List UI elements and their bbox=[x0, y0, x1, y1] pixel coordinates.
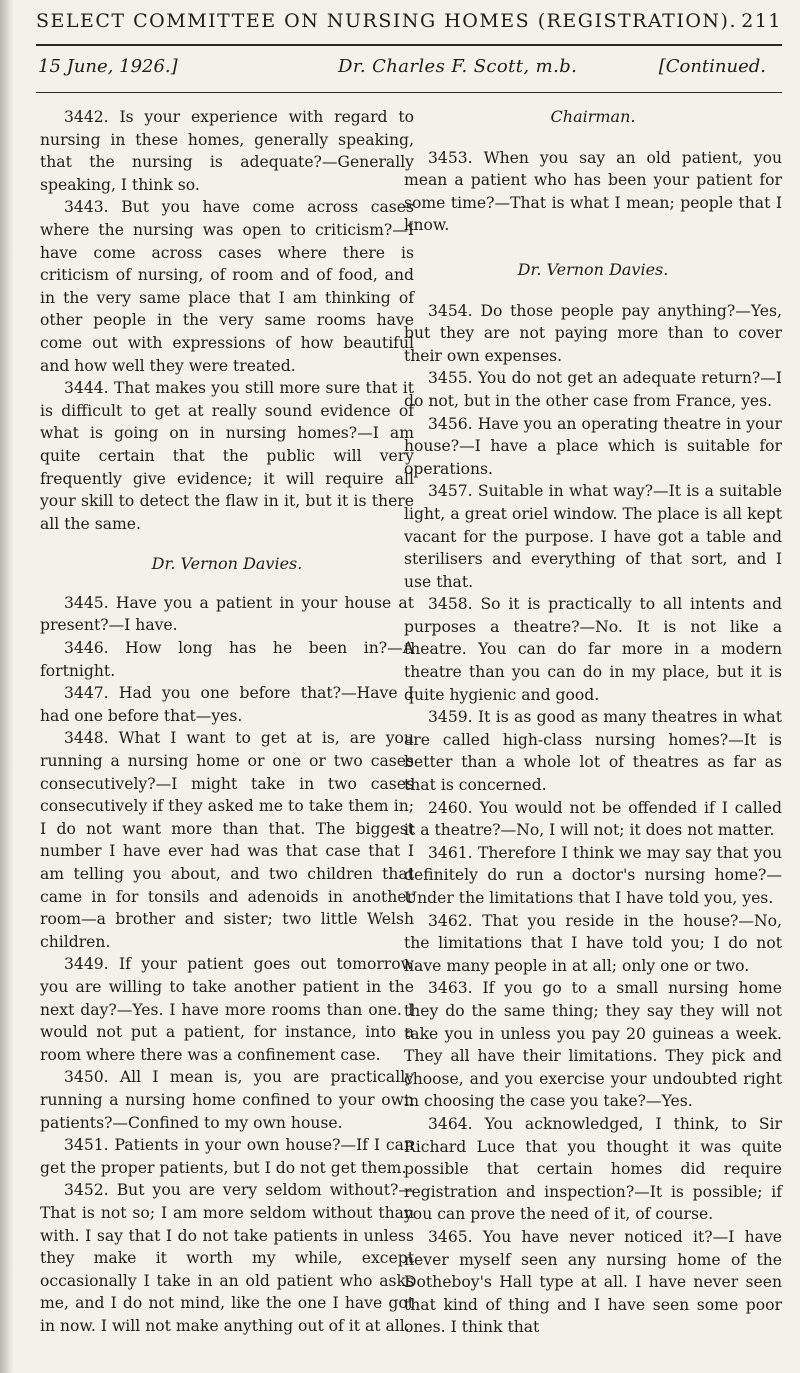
page-number: 211 bbox=[741, 10, 782, 32]
sub-header-rule bbox=[36, 92, 782, 93]
testimony-paragraph: 3456. Have you an operating theatre in your house?—I have a place which is suitable for operations. bbox=[404, 414, 782, 478]
testimony-paragraph: 3459. It is as good as many theatres in what are called high-class nursing homes?—It is better than a whole lot of theatres as far as that is concerned. bbox=[404, 708, 782, 795]
testimony-paragraph: 3463. If you go to a small nursing home they do the same thing; they say they will not take you in unless you pay 20 guineas a week. They all have their limitations. They pick and choose, and you exercise your undoubted right in choosing the case you take?—Yes. bbox=[404, 979, 782, 1111]
testimony-paragraph: 3458. So it is practically to all intents and purposes a theatre?—No. It is not like a theatre. You can do far more in a modern theatre than you can do in my place, but it is quite hygienic and good. bbox=[404, 595, 782, 704]
testimony-paragraph: 3455. You do not get an adequate return?—I do not, but in the other case from France, yes. bbox=[404, 369, 782, 410]
testimony-paragraph: 3444. That makes you still more sure that it is difficult to get at really sound evidence of what is going on in nursing homes?—I am quite certain that the public will very frequently give evidence; it will require all your skill to detect the flaw in it, but it is there all the same. bbox=[40, 379, 414, 533]
testimony-paragraph: 3442. Is your experience with regard to nursing in these homes, generally speaking, that the nursing is adequate?—Generally speaking, I think so. bbox=[40, 108, 414, 194]
testimony-paragraph: 3446. How long has he been in?—A fortnight. bbox=[40, 639, 414, 680]
testimony-paragraph: 3454. Do those people pay anything?—Yes, but they are not paying more than to cover their own expenses. bbox=[404, 301, 782, 365]
right-column bbox=[404, 106, 782, 1339]
testimony-paragraph: 3464. You acknowledged, I think, to Sir Richard Luce that you thought it was quite possible that certain homes did require registration and inspection?—It is possible; if you can prove the need of it, of course. bbox=[404, 1114, 782, 1224]
testimony-paragraph: 3462. That you reside in the house?—No, the limitations that I have told you; I do not have many people in at all; only one or two. bbox=[404, 911, 782, 975]
testimony-paragraph: 3445. Have you a patient in your house at present?—I have. bbox=[40, 593, 414, 635]
testimony-paragraph: 3453. When you say an old patient, you mean a patient who has been your patient for some time?—That is what I mean; people that I know. bbox=[404, 148, 782, 235]
continued-marker: [Continued. bbox=[658, 56, 766, 77]
page-binding-edge bbox=[0, 0, 14, 1373]
testimony-paragraph: 3457. Suitable in what way?—It is a suitable light, a great oriel window. The place is all kept vacant for the purpose. I have got a table and sterilisers and everything of that sort, and I use that. bbox=[404, 482, 782, 591]
testimony-paragraph: 3465. You have never noticed it?—I have never myself seen any nursing home of the Dotheboy's Hall type at all. I have never seen that kind of thing and I have seen some poor ones. I think that bbox=[404, 1227, 782, 1337]
testimony-paragraph: 2460. You would not be offended if I called it a theatre?—No, I will not; it does not matter. bbox=[404, 798, 782, 840]
speaker-heading: Dr. Vernon Davies. bbox=[517, 259, 669, 279]
testimony-paragraph: 3449. If your patient goes out tomorrow you are willing to take another patient in the next day?—Yes. I have more rooms than one. I would not put a patient, for instance, into a room where there was a confinement case. bbox=[40, 955, 414, 1064]
testimony-paragraph: 3461. Therefore I think we may say that you definitely do run a doctor's nursing home?—Under the limitations that I have told you, yes. bbox=[404, 843, 782, 907]
testimony-paragraph: 3450. All I mean is, you are practically running a nursing home confined to your own patients?—Confined to my own house. bbox=[40, 1068, 414, 1132]
running-head bbox=[30, 10, 782, 32]
document-title: SELECT COMMITTEE ON NURSING HOMES (REGISTRATION). bbox=[36, 10, 737, 32]
speaker-heading: Chairman. bbox=[550, 107, 636, 126]
sitting-date: 15 June, 1926.] bbox=[38, 56, 178, 77]
left-column bbox=[40, 106, 414, 1337]
testimony-paragraph: 3451. Patients in your own house?—If I can get the proper patients, but I do not get them. bbox=[40, 1136, 414, 1177]
testimony-paragraph: 3452. But you are very seldom without?—That is not so; I am more seldom without than with. I say that I do not take patients in unless they make it worth my while, except occasionally I take in an old patient who asks me, and I do not mind, like the one I have got in now. I will not make anything out of it at all. bbox=[40, 1181, 414, 1335]
testimony-paragraph: 3447. Had you one before that?—Have I had one before that—yes. bbox=[40, 684, 414, 725]
header-rule bbox=[36, 44, 782, 46]
witness-name: Dr. Charles F. Scott, m.b. bbox=[338, 56, 578, 77]
testimony-paragraph: 3443. But you have come across cases where the nursing was open to criticism?—I have come across cases where there is criticism of nursing, of room and of food, and in the very same place that I am thinking of other people in the very same rooms have come out with expressions of how beautiful and how well they were treated. bbox=[40, 198, 414, 375]
speaker-heading: Dr. Vernon Davies. bbox=[151, 554, 303, 574]
testimony-paragraph: 3448. What I want to get at is, are you running a nursing home or one or two cases consecutively?—I might take in two cases consecutively if they asked me to take them in; I do not want more than that. The biggest number I have ever had was that case that I am telling you about, and two children that came in for tonsils and adenoids in another room—a brother and sister; two little Welsh children. bbox=[40, 729, 414, 951]
